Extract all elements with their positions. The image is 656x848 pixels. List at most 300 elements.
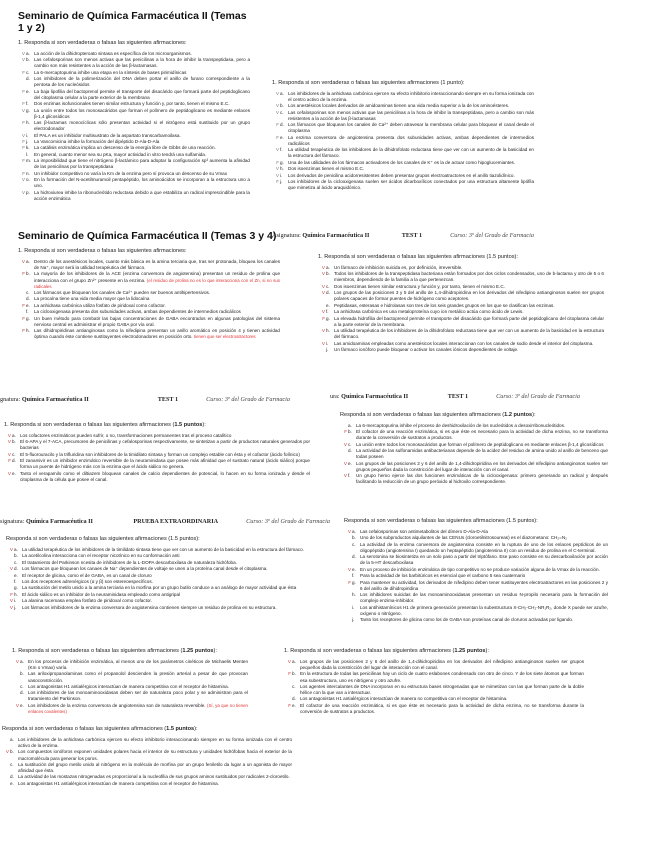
item-letter: f.	[352, 573, 355, 579]
statement-item	[18, 120, 250, 132]
answer-mark	[340, 448, 348, 460]
statement-text	[300, 703, 584, 715]
question-text: 1. Responda si son verdaderas o falsas las siguientes afirmaciones (1.5 puntos):	[318, 254, 518, 260]
answer-mark	[12, 690, 20, 702]
answer-mark: F	[22, 120, 25, 126]
exam-header	[0, 396, 290, 403]
item-letter: c.	[326, 283, 330, 289]
answer-mark: F	[22, 88, 25, 94]
question-prompt	[6, 536, 328, 542]
item-letter: j.	[326, 346, 329, 352]
section-test-1-2-puntos	[340, 412, 608, 486]
question-prompt	[18, 40, 250, 46]
item-letter: f.	[26, 101, 29, 107]
subject-label	[272, 232, 402, 239]
statement-text	[28, 684, 248, 690]
item-letter: m.	[26, 158, 32, 164]
answer-mark: V	[21, 107, 25, 113]
statement-body: Los grupos de las posiciones 2 y 6 del anillo de 1,4-dihidropiridina en los derivados del nifedipino antianginosos suelen ser grupos pequeños dada la constricción del lugar de interacción con el canal.	[300, 659, 584, 671]
statement-body: Los agentes intercalantes de DNA incorporan en su estructura bases nitrogenadas que se mimetizan con las que forman parte de la doble hélice con la que van a interactuar.	[300, 683, 584, 696]
item-letter: e.	[352, 566, 356, 572]
answer-mark: V	[347, 529, 351, 534]
statement-item	[340, 473, 608, 485]
statement-body: La hidroxiurea inhibe la ribonucleótido reductasa debido a que estabiliza un radical imprescindible para la acción enzimática	[34, 189, 250, 201]
statement-body: El zanamivir es un inhibidor enzimático reversible de la neuraminidasa que posee más afinidad que el sustrato natural (ácido siálico) porque forma un puente de hidrógeno más con la enzima que el ácido siálico no genera.	[20, 458, 310, 470]
statement-text	[22, 553, 328, 559]
item-letter: d.	[326, 290, 330, 296]
course-label: Curso: 3º del Grado de Farmacia	[246, 518, 330, 525]
statement-body: Peptidasas, esterasas e hidrolasas son tres de los seis grandes grupos en los que se clasifican las enzimas.	[334, 302, 555, 308]
answer-mark: F	[276, 122, 279, 128]
statement-text	[34, 152, 250, 158]
test-name: TEST 1	[157, 396, 179, 403]
answer-mark: V	[275, 172, 279, 178]
item-letter: c.	[20, 683, 24, 689]
answer-mark	[2, 781, 10, 787]
question-text: Responda si son verdaderas o falsas las siguientes afirmaciones (1.5 puntos):	[344, 518, 538, 524]
statement-item	[12, 659, 248, 671]
statement-text	[34, 309, 280, 315]
statement-text	[360, 605, 608, 617]
statement-item	[344, 580, 608, 592]
answer-mark	[18, 76, 26, 88]
section-temas-3-4	[18, 230, 280, 341]
statement-text	[34, 108, 250, 120]
statement-item	[18, 76, 250, 88]
statement-item	[6, 573, 328, 579]
statement-text	[356, 429, 608, 441]
answer-mark: F	[22, 145, 25, 151]
item-letter: c.	[292, 683, 296, 689]
statement-text	[34, 51, 250, 57]
statement-body: La baja lipofilia del bactoprenol permite el transporte del disacárido que formará parte del peptidoglicano del citoplasma celular a la parte exterior de la membrana	[34, 88, 250, 100]
item-letter: c.	[10, 761, 14, 767]
statement-body: Tanto los receptores de glicina como los de GABA son proteínas canal de cloruros activadas por ligando.	[360, 616, 574, 622]
statement-body: La unión entre todos los monosacáridos que forman el polímero de peptidoglicano es mediante enlaces β-1,4 glicosídicos	[34, 107, 250, 119]
statement-text	[360, 573, 608, 579]
item-letter: h.	[280, 166, 284, 172]
statement-body: Los fármacos que bloquean los canales de Ca²⁺ deben atravesar la membrana celular para bloquear el canal desde el citoplasma	[288, 122, 534, 134]
answer-mark	[18, 309, 26, 315]
answer-mark	[2, 762, 10, 774]
statement-text	[20, 439, 310, 451]
section-title: Seminario de Química Farmacéutica II (Temas 1 y 2)	[18, 10, 247, 34]
answer-mark	[12, 671, 20, 683]
question-prompt	[272, 80, 534, 86]
statement-item	[344, 592, 608, 604]
statement-item	[18, 145, 250, 151]
statement-body: En la estructura de todas las penicilinas hay un ciclo de cuatro eslabones condensado con otro de cinco. Y de los siete átomos que forman esa subestructura, uno es nitrógeno y otro azufre.	[300, 671, 584, 683]
section-test-1-25-puntos-b	[284, 648, 584, 715]
statement-body: Los inhibidores de la polimerización del DNA deben portar el anillo de furano correspondiente a la pentosa de los nucleósidos	[34, 76, 250, 88]
question-text-end: ):	[532, 412, 536, 418]
item-letter: e.	[326, 302, 330, 308]
item-letter: c.	[280, 109, 284, 115]
statement-text	[288, 160, 534, 166]
item-letter: e.	[26, 88, 30, 94]
statement-text	[300, 659, 584, 671]
statement-text	[34, 271, 280, 289]
statement-item	[6, 605, 328, 611]
statement-body: Los inhibidores de la anhidrasa carbónica ejercen su efecto inhibitorio interaccionando siempre en su forma ionizada con el centro activo de la enzima.	[18, 737, 292, 749]
statement-text	[34, 120, 250, 132]
item-letter: c.	[14, 559, 18, 565]
answer-mark	[18, 296, 26, 302]
item-letter: d.	[14, 566, 18, 572]
statement-body: En general, cuanto menor sea su pKa, mayor actividad in vitro tendrá una sulfamida.	[34, 151, 207, 157]
statement-text	[22, 560, 328, 566]
statement-body: Los fármacos que bloquean los canaes de Na⁺ dependientes de voltaje se unen a la proteína canal desde el citoplasma.	[22, 566, 268, 572]
item-letter: c.	[352, 541, 356, 547]
statement-item	[318, 303, 604, 309]
statement-text	[360, 567, 608, 573]
statement-item	[318, 309, 604, 315]
subject-label	[330, 393, 448, 400]
statement-text	[360, 617, 608, 623]
statement-body: Dentro de los anestésicos locales, cuanto más básica es la amina terciaria que, tras ser protonada, bloquea los canales de Na⁺, mayor será la utilidad terapéutica del fármaco.	[34, 259, 280, 271]
question-text: Responda si son verdaderas o falsas las siguientes afirmaciones (	[340, 412, 505, 418]
answer-mark	[344, 573, 352, 579]
statement-text	[20, 471, 310, 483]
course-label: Curso: 3º del Grado de Farmacia	[450, 232, 534, 239]
answer-mark	[318, 303, 326, 309]
statement-text	[334, 290, 604, 302]
question-text: Responda si son verdaderas o falsas las siguientes afirmaciones (1.5 puntos):	[6, 536, 200, 542]
statement-body: En los procesos de inhibición enzimática, al menos uno de los parámetros cinéticos de Michaelis Menten (Km o Vmax) varía.	[28, 659, 248, 671]
statement-item	[6, 585, 328, 591]
answer-mark	[6, 560, 14, 566]
statement-body: La utilidad terapéutica de los inhibidores de la dihidrofolato reductasa tiene que ver con un aumento de la basicidad en la estructura del fármaco.	[334, 328, 604, 340]
statement-item	[6, 592, 328, 598]
statement-body: La mayoría de los inhibidores de la ACE (enzima conversora de angiotensina) presentan un residuo de prolina que interacciona con el grupo Zn²⁺ presente en la enzima.	[34, 271, 280, 283]
statement-body: El receptor de glicina, como el de GABA, es un canal de cloruro	[22, 572, 152, 578]
answer-mark: V	[21, 132, 25, 138]
statement-item	[340, 448, 608, 460]
statement-text	[300, 696, 584, 702]
statement-item	[272, 166, 534, 172]
answer-mark: V	[21, 189, 25, 195]
statement-text	[18, 781, 292, 787]
statement-item	[272, 103, 534, 109]
item-letter: c.	[26, 290, 30, 296]
answer-mark: V	[321, 309, 325, 315]
item-letter: d.	[26, 296, 30, 302]
statement-body: Un fármaco de inhibición suicida es, por definición, irreversible.	[334, 265, 463, 270]
statement-item	[6, 560, 328, 566]
statement-text	[334, 284, 604, 290]
statement-item	[272, 160, 534, 166]
statement-body: Las cefalosporinas son menos activas que las penicilinas a la hora de inhibir la transpeptidasa, pero a cambio son más resistentes a la acción de las β-lactamasas	[288, 109, 534, 121]
statement-item	[18, 158, 250, 170]
statement-text	[34, 57, 250, 69]
statement-item	[18, 101, 250, 107]
statement-item	[2, 774, 292, 780]
exam-header	[0, 518, 330, 525]
question-prompt	[340, 412, 608, 418]
statement-item	[272, 179, 534, 191]
answer-mark: V	[287, 659, 291, 664]
section-extraordinaria	[6, 536, 328, 611]
answer-mark: V	[321, 328, 325, 334]
statement-text	[22, 573, 328, 579]
statement-item	[18, 296, 280, 302]
answer-mark: F	[22, 158, 25, 164]
answer-mark: V	[9, 547, 13, 552]
statement-body: La alanina racemasa emplea fosfato de piridoxal como cofactor.	[22, 598, 152, 604]
item-letter: c.	[26, 69, 30, 75]
question-prompt	[18, 248, 280, 254]
answer-mark: V	[321, 265, 325, 270]
statement-body: La utilidad terapéutica de los inhibidores de la timilidato sintasa tiene que ver con un aumento de la basicidad en la estructura del fármaco.	[22, 547, 304, 552]
statement-text	[334, 341, 604, 347]
answer-mark: F	[22, 315, 25, 321]
answer-mark: F	[276, 159, 279, 165]
item-letter: b.	[348, 429, 352, 435]
question-prompt	[2, 726, 292, 732]
answer-mark: F	[288, 671, 291, 677]
statement-text	[356, 473, 608, 485]
statement-body: Para mantener su actividad, los derivados de nifedipino deben tener sustituyentes electroatractores en las posiciones 2 y 6 del anillo de dihidropiridina	[360, 579, 608, 591]
answer-mark: V	[21, 51, 25, 56]
item-letter: b.	[14, 553, 18, 559]
statement-item	[18, 177, 250, 189]
statement-item	[344, 605, 608, 617]
answer-mark: F	[22, 138, 25, 144]
statement-text	[288, 179, 534, 191]
statement-item	[340, 442, 608, 448]
statement-body: El cofactor de una reacción enzimática, si es que éste es necesario para la actividad de dicha enzima, no se transforma durante la conversión de sustratos a productos.	[300, 702, 584, 714]
answer-mark: V	[15, 702, 19, 708]
question-points: 1.5 puntos	[166, 726, 195, 732]
statement-item	[284, 659, 584, 671]
statement-body: Tanto el verapamilo como el diltiazem bloquean canales de calcio dependientes de potencial, lo hacen en su forma ionizada y desde el citoplasma de la célula que posee el canal.	[20, 470, 310, 482]
statement-item	[18, 303, 280, 309]
answer-mark: F	[8, 458, 11, 464]
statement-body: La elevada hidrofilia del bactoprenol permite el transporte del disacárido que formará parte del peptidoglicano del citoplasma celular a la parte exterior de la membrana.	[334, 315, 604, 327]
statement-item	[6, 598, 328, 604]
statement-item	[4, 471, 310, 483]
subject-prefix: ura:	[330, 393, 342, 400]
item-letter: b.	[20, 671, 24, 677]
statement-body: El tratamiento del Parkinson ncesita de inhibidores de la L-DOPA descarboxilasa de naturaleza hidrófoba.	[22, 559, 237, 565]
statement-item	[272, 122, 534, 134]
statement-body: Un buen método para combatir las bajas concentraciones de GABA encontrados en algunas patologías del sistema nervioso central es administrar el propio GABA por vía oral.	[34, 315, 280, 327]
statement-item	[340, 423, 608, 429]
answer-mark	[284, 684, 292, 696]
statement-body: Los inhibidores de la anhidrasa carbónica ejercen su efecto inhibitorio interaccionando siempre en su forma ionizada con el centro activo de la enzima.	[288, 91, 534, 103]
item-letter: c.	[348, 441, 352, 447]
statement-text	[34, 316, 280, 328]
answer-mark: F	[22, 69, 25, 75]
statement-body: La utilidad terapéutica de los inhibidores de la dihidrofolato reductasa tiene que ver con un aumento de la basicidad en la estructura del fármaco.	[288, 147, 534, 159]
question-points: 1.5 puntos	[174, 422, 203, 428]
item-letter: b.	[12, 439, 16, 445]
item-letter: j.	[26, 138, 29, 144]
statement-text	[288, 91, 534, 103]
statement-item	[18, 89, 250, 101]
statement-text	[34, 145, 250, 151]
statement-body: La actividad de las sulfonamidas antibacterianas depende de la acidez del residuo de amina unido al anillo de benceno que todas poseen	[356, 448, 608, 460]
item-letter: g.	[14, 585, 18, 591]
item-letter: a.	[12, 433, 16, 438]
statement-item	[6, 579, 328, 585]
item-letter: f.	[326, 309, 329, 315]
statement-item	[4, 439, 310, 451]
item-letter: a.	[326, 265, 330, 270]
answer-mark: V	[7, 439, 11, 445]
statement-item	[2, 781, 292, 787]
answer-mark: V	[321, 271, 325, 277]
statement-text	[18, 749, 292, 761]
statement-body: Una de las utilidades de los fármacos activadores de los canales de K⁺ es la de actuar como hipoglucemiantes.	[288, 159, 516, 165]
statement-text	[34, 290, 280, 296]
statement-text	[334, 265, 604, 271]
statement-text	[34, 101, 250, 107]
statement-body: La 6-mercaptopurina inhibe una etapa en la síntesis de bases pirimidínicas	[34, 69, 187, 75]
statement-text	[28, 690, 248, 702]
item-letter: d.	[10, 774, 14, 780]
answer-mark: V	[5, 749, 9, 755]
answer-mark: V	[7, 470, 11, 476]
item-letter: e.	[280, 134, 284, 140]
answer-mark: V	[343, 441, 347, 447]
statement-item	[272, 91, 534, 103]
item-letter: j.	[14, 604, 17, 610]
statement-body: Dos isoenzimas tienen el mismo E.C.	[288, 166, 365, 172]
statement-text	[28, 659, 248, 671]
statement-body: Los derivados de penicilina acidorresistentes deben presentar grupos electroatractores en el anillo tiazolidínico.	[288, 172, 515, 178]
statement-text	[334, 303, 604, 309]
statement-text	[360, 542, 608, 554]
statement-item	[318, 271, 604, 283]
subject-name: Química Farmacéutica II	[341, 393, 409, 400]
statement-body: Los cofactores enzimáticos pueden sufrir, o no, transformaciones permanentes tras el proceso catalítico	[20, 433, 232, 438]
statement-body: La catálisis enzimática implica un descenso de la energía libre de Gibbs de una reacción.	[34, 145, 216, 151]
item-letter: a.	[352, 529, 356, 534]
answer-mark	[2, 737, 10, 749]
correction-note: tienen que ser electroatractores	[193, 334, 256, 340]
answer-mark: V	[275, 91, 279, 96]
statement-item	[6, 547, 328, 553]
statement-item	[318, 347, 604, 353]
item-letter: e.	[292, 702, 296, 708]
statement-body: Las ariloxipropanolaminas como el propanolol descienden la presión arterial a pesar de que provocan vasoconstricción.	[28, 671, 248, 683]
answer-mark: V	[275, 166, 279, 172]
statement-text	[356, 423, 608, 429]
item-letter: k.	[26, 145, 30, 151]
item-letter: f.	[26, 309, 29, 315]
answer-mark: V	[343, 473, 347, 479]
statement-body: La anhidrasa carbónica utiliza fosfato de piridoxal como cofactor.	[34, 302, 166, 308]
item-letter: b.	[352, 535, 356, 541]
statement-body: La imposibilidad que tiene el nitrógeno β-lactámico para adoptar la configuración sp³ aumenta la afinidad de las penicilinas por la transpeptidasa	[34, 158, 250, 170]
statement-body: Un fármaco ionóforo puede bloquear o activar los canales iónicos dependientes de voltaje.	[334, 346, 519, 352]
question-points: 1.25 puntos	[182, 648, 214, 654]
statement-body: El 5-fluorouracilo y la trifluridina son inhibidores de la timidilato sintasa y forman un complejo estable con ésta y el cofactor (ácido folínico)	[20, 451, 300, 457]
statement-text	[356, 442, 608, 448]
statement-body: El ácido siálico es un inhibidor de la neuraminidasa empleado como antigripal	[22, 591, 181, 597]
item-letter: f.	[348, 473, 351, 479]
answer-mark: F	[22, 101, 25, 107]
statement-body: La acción de la dihidropteroato sintasa es específica de los microorganismos.	[34, 51, 192, 56]
answer-mark: V	[275, 103, 279, 109]
statement-text	[18, 774, 292, 780]
item-letter: a.	[26, 259, 30, 264]
statement-item	[2, 749, 292, 761]
statement-text	[34, 171, 250, 177]
statement-body: La sustitución del metilo unido a la amina terciaria en la morfina por un grupo butilo conduce a un análogo de mayor actividad que ésta	[22, 585, 297, 591]
item-letter: e.	[14, 572, 18, 578]
statement-text	[288, 173, 534, 179]
item-letter: d.	[20, 690, 24, 696]
statement-body: La enzima conversora de angiotensina presenta dos subunidades activas, ambas dependientes de intermedios radicálicos	[288, 134, 534, 146]
statement-body: Las dihidropiridinas antianginosas como la nifedipina presentan un anillo aromático en posición 4 y tienen actividad óptima cuando éste contiene sustituyentes electrodonadores en posición orto.	[34, 328, 280, 340]
statement-text	[300, 671, 584, 683]
question-text: Responda si son verdaderas o falsas las siguientes afirmaciones (	[2, 726, 167, 732]
statement-item	[2, 762, 292, 774]
statement-item	[284, 671, 584, 683]
statement-item	[340, 429, 608, 441]
item-letter: i.	[280, 172, 283, 178]
statement-item	[18, 108, 250, 120]
item-letter: i.	[326, 340, 329, 346]
item-letter: f.	[14, 578, 17, 584]
answer-mark	[284, 696, 292, 702]
statement-text	[22, 566, 328, 572]
answer-mark	[344, 542, 352, 554]
statement-item	[344, 554, 608, 566]
question-text-end: ):	[213, 648, 217, 654]
answer-mark: V	[7, 433, 11, 438]
item-letter: a.	[348, 423, 352, 428]
answer-mark	[344, 592, 352, 604]
statement-text	[18, 737, 292, 749]
statement-body: El cofactor de una reacción enzimática, si es que éste es necesario para la actividad de dicha enzima, no se transforma durante la conversión de sustratos a productos.	[356, 429, 608, 441]
section-test-1-5-puntos-a	[318, 254, 604, 353]
section-temas-1-2	[18, 10, 250, 202]
statement-text	[288, 103, 534, 109]
question-text-end: ):	[194, 726, 198, 732]
statement-body: Los antagonistas H1 antialérgicos interactúan de manera no competitiva con el receptor de histamina.	[300, 696, 508, 702]
item-letter: e.	[26, 302, 30, 308]
statement-item	[344, 529, 608, 535]
section-test-1-punto	[272, 80, 534, 191]
statement-item	[344, 573, 608, 579]
statement-text	[34, 89, 250, 101]
statement-text	[360, 592, 608, 604]
statement-text	[300, 684, 584, 696]
question-prompt	[4, 422, 310, 428]
answer-mark: V	[321, 340, 325, 346]
subject-prefix: Asignatura:	[272, 232, 303, 239]
exam-header	[330, 393, 580, 400]
statement-item	[344, 542, 608, 554]
statement-text	[34, 158, 250, 170]
answer-mark: F	[22, 328, 25, 334]
statement-text	[34, 296, 280, 302]
answer-mark: V	[343, 460, 347, 466]
answer-mark	[344, 535, 352, 541]
statement-text	[360, 535, 608, 541]
answer-mark: V	[9, 604, 13, 610]
statement-item	[6, 566, 328, 572]
statement-item	[272, 110, 534, 122]
statement-body: El PALA es un inhibidor multisustrato de la aspartato transcarbamoilasa.	[34, 132, 181, 138]
statement-body: La serotonina se biosintetiza en un solo paso a partir del triptófano. Ese paso consiste en su descarboxilación por acción de la 5-HT descarboxilasa	[360, 554, 608, 566]
statement-text	[334, 271, 604, 283]
statement-body: Los anestésicos locales derivados de amidoaminas tienen una vida media superior a la de los aminoésteres.	[288, 103, 510, 109]
statement-body: Un inhibidor competitivo no varía la Km de la enzima pero sí provoca un descenso de su Vmax	[34, 170, 228, 176]
